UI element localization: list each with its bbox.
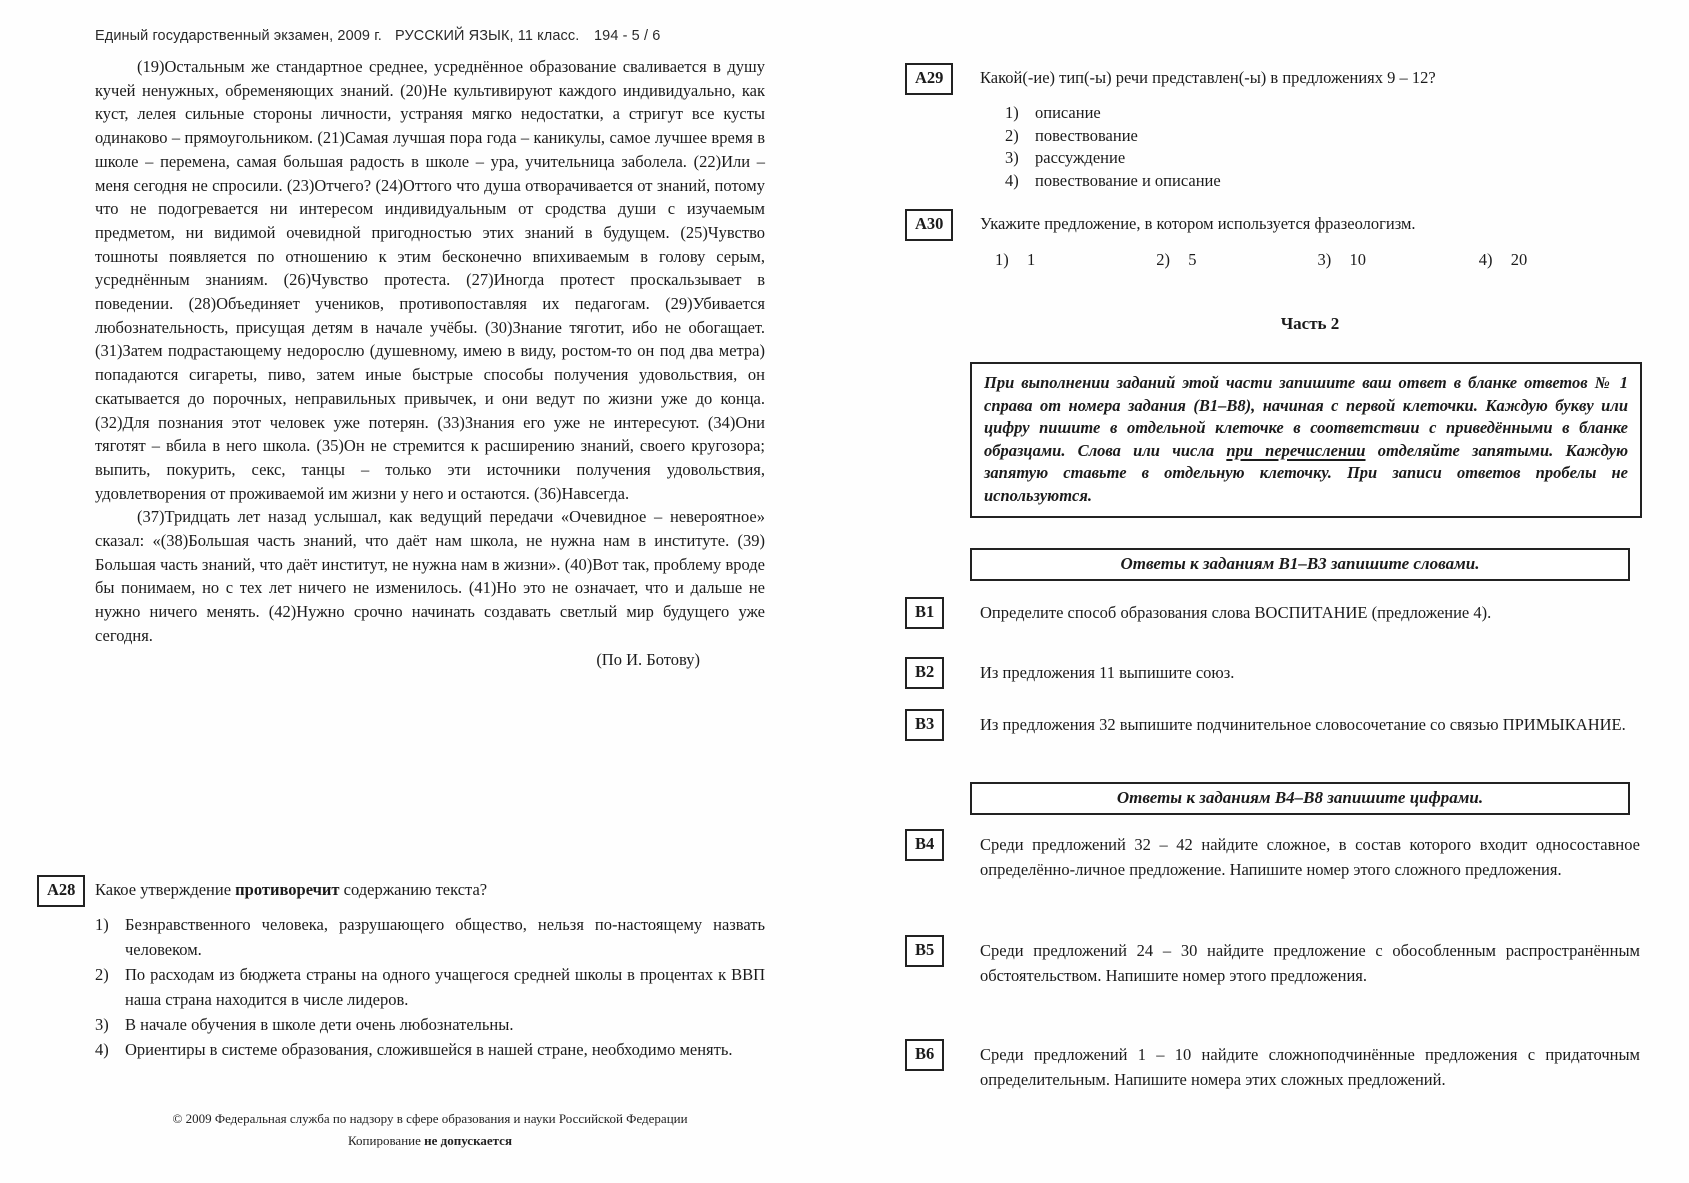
passage-paragraph-1: (19)Остальным же стандартное среднее, усреднённое образование сваливается в душу кучей ненужных, обременяющих знаний. (20)Не культивируют каждого индивидуально, как куст, лелея сильные стороны личности, устраняя мягко недостатки, а стригут все кусты одинаково – прямоугольником. (21)Самая лучшая пора года – каникулы, самое лучшее время в школе – перемена, самая большая радость в школе – ура, учительница заболела. (22)Или – меня сегодня не спросили. (23)Отчего? (24)Оттого что душа отворачивается от знаний, потому что не подогревается ни интересом индивидуальным от сродства души с изучаемым предметом, ни видимой очевидной пригодностью этих знаний в будущем. (25)Чувство тошноты появляется по отношению к этим бесконечно впихиваемым в голову серым, усреднённым знаниям. (26)Чувство протеста. (27)Иногда протест проскальзывает в поведении. (28)Объединяет учеников, противопоставляя их педагогам. (29)Убивается любознательность, присущая детям в начале учёбы. (30)Знание тяготит, ибо не обогащает. (31)Затем подрастающему недорослю (душевному, имею в виду, ростом-то он под два метра) попадаются сигареты, пиво, затем иные быстрые способы получения удовольствия, он скатывается до порочных, неправильных привычек, и они ведут по жизни уже до конца. (32)Для познания этот человек уже потерян. (33)Знания его уже не интересуют. (34)Они тяготят – вбила в него школа. (35)Он не стремится к расширению знаний, своего кругозора; выпить, покурить, секс, танцы – только эти источники получения удовольствия, удовлетворения от проживаемой им жизни у него и остаются. (36)Навсегда. bbox=[95, 57, 765, 503]
option-a28-3 bbox=[95, 1012, 765, 1037]
question-text-b6: Среди предложений 1 – 10 найдите сложноподчинённые предложения с придаточным определительным. Напишите номера этих сложных предложений. bbox=[980, 1045, 1640, 1089]
question-label-b6: В6 bbox=[905, 1039, 944, 1071]
question-text-a30: Укажите предложение, в котором используется фразеологизм. bbox=[980, 214, 1416, 233]
passage-paragraph-2: (37)Тридцать лет назад услышал, как ведущий передачи «Очевидное – невероятное» сказал: «(38)Большая часть знаний, что даёт нам школа, не нужна нам в институте. (39) Большая часть знаний, что даёт институт, не нужна нам в жизни». (40)Вот так, проблему вроде бы понимаем, но с тех лет ничего не изменилось. (41)Но это не означает, что и дальше не нужно ничего менять. (42)Нужно срочно начинать создавать светлый мир будущего уже сегодня. bbox=[95, 507, 765, 645]
option-text: Ориентиры в системе образования, сложившейся в нашей стране, необходимо менять. bbox=[125, 1040, 733, 1059]
question-text-b5: Среди предложений 24 – 30 найдите предложение с обособленным распространённым обстоятельством. Напишите номер этого предложения. bbox=[980, 941, 1640, 985]
page-footer bbox=[95, 1108, 765, 1152]
option-a28-1 bbox=[95, 912, 765, 962]
option-text: 10 bbox=[1349, 250, 1366, 269]
question-text-a28 bbox=[95, 878, 765, 902]
option-number: 2) bbox=[1005, 125, 1019, 145]
question-b1 bbox=[905, 600, 1640, 629]
instruction-text-after: отделяйте запятыми. Каждую запятую ставьте в отдельную клеточку. При записи ответов пробелы не используются. bbox=[984, 440, 1628, 505]
question-b6 bbox=[905, 1042, 1640, 1092]
question-a28-options bbox=[95, 912, 765, 1062]
option-number: 2) bbox=[95, 965, 109, 984]
option-text: Безнравственного человека, разрушающего общество, нельзя по-настоящему назвать человеком. bbox=[125, 915, 765, 959]
answers-b4-b8-digits-box: Ответы к заданиям В4–В8 запишите цифрами. bbox=[970, 782, 1630, 815]
question-a28-text-before: Какое утверждение bbox=[95, 880, 236, 899]
option-text: По расходам из бюджета страны на одного учащегося средней школы в процентах к ВВП наша страна находится в числе лидеров. bbox=[125, 965, 765, 1009]
option-text: рассуждение bbox=[1035, 148, 1126, 167]
option-number: 2) bbox=[1156, 250, 1170, 269]
option-number: 3) bbox=[95, 1015, 109, 1034]
option-number: 4) bbox=[1005, 170, 1019, 190]
option-a29-4 bbox=[1005, 170, 1640, 193]
question-a28-text-after: содержанию текста? bbox=[339, 880, 488, 899]
header-page-code: 194 - 5 / 6 bbox=[594, 28, 661, 44]
footer-notice-bold: не допускается bbox=[424, 1133, 512, 1148]
option-text: повествование и описание bbox=[1035, 170, 1221, 190]
option-number: 3) bbox=[1317, 250, 1332, 269]
footer-notice-normal: Копирование bbox=[348, 1133, 425, 1148]
part2-title: Часть 2 bbox=[1280, 314, 1340, 333]
footer-copyright: © 2009 Федеральная служба по надзору в сфере образования и науки Российской Федерации bbox=[172, 1111, 688, 1126]
question-b2 bbox=[905, 660, 1640, 689]
option-a30-4 bbox=[1479, 248, 1640, 272]
question-b4 bbox=[905, 832, 1640, 882]
option-number: 4) bbox=[95, 1040, 109, 1059]
option-text: 1 bbox=[1027, 250, 1036, 269]
option-a29-2 bbox=[1005, 125, 1640, 148]
option-number: 3) bbox=[1005, 148, 1019, 167]
option-a28-2 bbox=[95, 962, 765, 1012]
instruction-text-before: При выполнении заданий этой части запишите ваш ответ в бланке ответов № 1 справа от номера задания (В1–В8), начиная с первой клеточки. Каждую букву или цифру пишите в отдельной клеточке в соответствии с приведёнными в бланке образцами. Слова или числа bbox=[984, 373, 1628, 460]
option-a30-1 bbox=[995, 248, 1156, 272]
option-number: 1) bbox=[1005, 103, 1019, 122]
option-a30-3 bbox=[1318, 248, 1479, 272]
question-label-b2: В2 bbox=[905, 657, 944, 689]
option-a29-3 bbox=[1005, 147, 1640, 170]
question-label-b3: В3 bbox=[905, 709, 944, 741]
option-number: 4) bbox=[1478, 250, 1493, 269]
question-text-b2: Из предложения 11 выпишите союз. bbox=[980, 663, 1235, 682]
question-a28-bold-word: противоречит bbox=[235, 880, 340, 899]
part2-instruction-box bbox=[970, 362, 1642, 518]
reading-passage bbox=[95, 55, 765, 671]
question-text-a29: Какой(-ие) тип(-ы) речи представлен(-ы) в предложениях 9 – 12? bbox=[980, 68, 1436, 87]
question-text-b1: Определите способ образования слова ВОСПИТАНИЕ (предложение 4). bbox=[980, 603, 1492, 622]
question-b3 bbox=[905, 712, 1640, 741]
option-a30-2 bbox=[1156, 248, 1317, 272]
answers-b1-b3-words-box: Ответы к заданиям В1–В3 запишите словами. bbox=[970, 548, 1630, 581]
question-text-b3: Из предложения 32 выпишите подчинительное словосочетание со связью ПРИМЫКАНИЕ. bbox=[980, 715, 1626, 734]
question-a30 bbox=[905, 212, 1640, 272]
header-exam-title: Единый государственный экзамен, 2009 г. bbox=[95, 28, 382, 44]
question-text-b4: Среди предложений 32 – 42 найдите сложное, в состав которого входит односоставное определённо-личное предложение. Напишите номер этого сложного предложения. bbox=[980, 835, 1640, 879]
question-b5 bbox=[905, 938, 1640, 988]
question-a29 bbox=[905, 66, 1640, 192]
option-text: повествование bbox=[1035, 125, 1138, 145]
option-text: описание bbox=[1035, 103, 1101, 122]
footer-copy-notice bbox=[95, 1130, 765, 1152]
question-a30-options bbox=[980, 248, 1640, 272]
question-label-b4: В4 bbox=[905, 829, 944, 861]
option-text: 20 bbox=[1510, 250, 1528, 269]
question-label-a29: А29 bbox=[905, 63, 953, 95]
option-number: 1) bbox=[95, 915, 109, 934]
passage-attribution: (По И. Ботову) bbox=[596, 649, 700, 669]
question-a28 bbox=[37, 878, 765, 1062]
header-subject: РУССКИЙ ЯЗЫК, 11 класс. bbox=[395, 28, 580, 44]
option-a28-4 bbox=[95, 1037, 765, 1062]
option-text: 5 bbox=[1188, 250, 1197, 269]
option-a29-1 bbox=[1005, 102, 1640, 125]
instruction-underlined-text: при перечислении bbox=[1226, 440, 1366, 460]
question-label-a30: А30 bbox=[905, 209, 953, 241]
option-text: В начале обучения в школе дети очень любознательны. bbox=[125, 1015, 514, 1034]
question-a29-options bbox=[980, 102, 1640, 192]
question-label-a28: А28 bbox=[37, 875, 85, 907]
option-number: 1) bbox=[995, 250, 1009, 269]
question-label-b5: В5 bbox=[905, 935, 944, 967]
question-label-b1: В1 bbox=[905, 597, 944, 629]
